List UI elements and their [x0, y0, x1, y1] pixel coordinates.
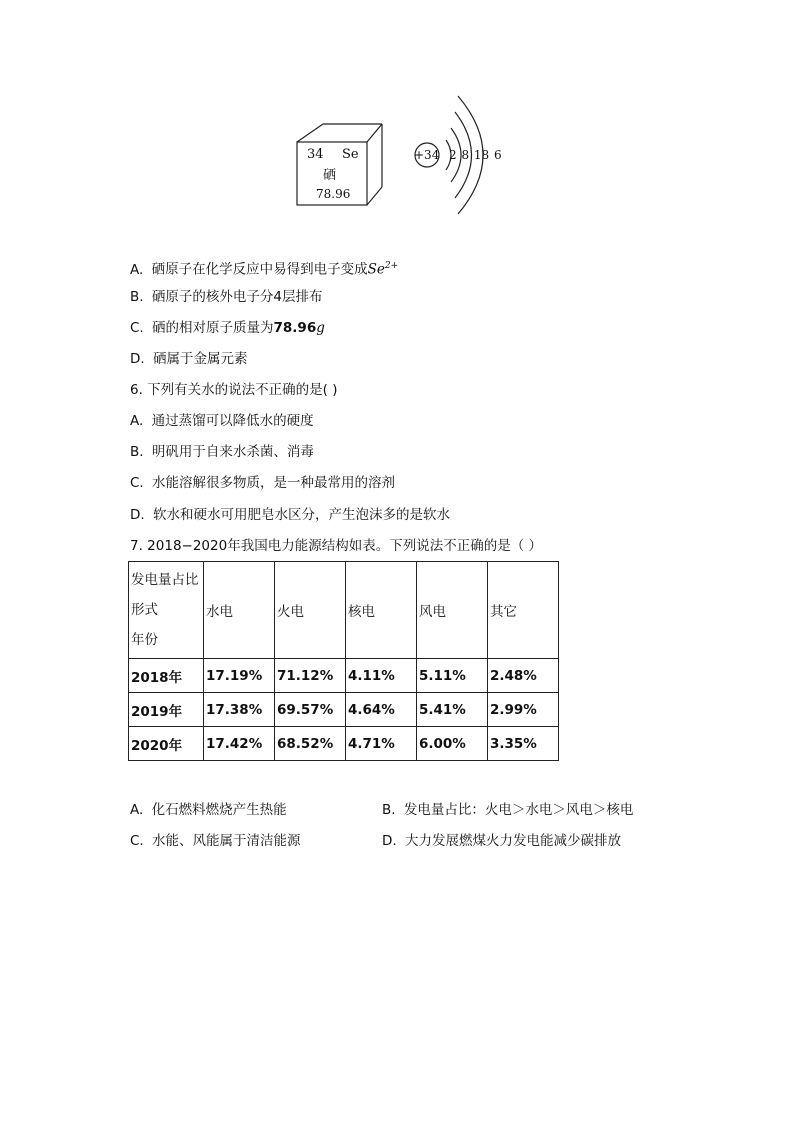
q5-option-d: D. 硒属于金属元素	[130, 351, 248, 367]
column-header: 火电	[275, 562, 346, 659]
table-cell: 5.41%	[417, 693, 488, 727]
q6-option-b: B. 明矾用于自来水杀菌、消毒	[130, 444, 314, 460]
table-cell: 5.11%	[417, 659, 488, 693]
table-cell: 68.52%	[275, 727, 346, 761]
row-year: 2018年	[129, 659, 204, 693]
q7-stem: 7. 2018−2020年我国电力能源结构如表。下列说法不正确的是（ ）	[130, 538, 542, 554]
table-cell: 17.19%	[204, 659, 275, 693]
table-corner-cell: 发电量占比 形式 年份	[129, 562, 204, 659]
table-cell: 3.35%	[488, 727, 559, 761]
power-structure-table	[128, 561, 559, 761]
selenium-figure	[290, 92, 510, 222]
electron-shells: 2 8 18 6	[449, 148, 502, 162]
q7-option-b: B. 发电量占比：火电＞水电＞风电＞核电	[382, 802, 634, 818]
table-cell: 6.00%	[417, 727, 488, 761]
table-cell: 4.71%	[346, 727, 417, 761]
row-year: 2020年	[129, 727, 204, 761]
element-name: 硒	[323, 168, 337, 183]
table-cell: 71.12%	[275, 659, 346, 693]
table-cell: 4.11%	[346, 659, 417, 693]
q7-option-c: C. 水能、风能属于清洁能源	[130, 833, 301, 849]
q7-option-a: A. 化石燃料燃烧产生热能	[130, 802, 287, 818]
q6-option-c: C. 水能溶解很多物质，是一种最常用的溶剂	[130, 475, 396, 491]
nucleus-charge: +34	[414, 148, 440, 162]
table-cell: 4.64%	[346, 693, 417, 727]
q6-option-d: D. 软水和硬水可用肥皂水区分，产生泡沫多的是软水	[130, 507, 450, 523]
table-cell: 2.48%	[488, 659, 559, 693]
table-cell: 69.57%	[275, 693, 346, 727]
atomic-number: 34	[307, 147, 324, 162]
table-cell: 2.99%	[488, 693, 559, 727]
column-header: 水电	[204, 562, 275, 659]
q5-option-a: A. 硒原子在化学反应中易得到电子变成$Se^{2+}$	[130, 261, 399, 278]
column-header: 风电	[417, 562, 488, 659]
row-year: 2019年	[129, 693, 204, 727]
table-row	[129, 659, 559, 693]
q7-option-d: D. 大力发展燃煤火力发电能减少碳排放	[382, 833, 621, 849]
table-row	[129, 693, 559, 727]
column-header: 核电	[346, 562, 417, 659]
q6-option-a: A. 通过蒸馏可以降低水的硬度	[130, 413, 314, 429]
atomic-mass: 78.96	[316, 187, 351, 201]
q6-stem: 6. 下列有关水的说法不正确的是( )	[130, 382, 338, 398]
q5-option-c: C. 硒的相对原子质量为78.96g	[130, 320, 325, 336]
column-header: 其它	[488, 562, 559, 659]
table-header-row	[129, 562, 559, 659]
table-cell: 17.38%	[204, 693, 275, 727]
table-row	[129, 727, 559, 761]
table-cell: 17.42%	[204, 727, 275, 761]
q5-option-b: B. 硒原子的核外电子分4层排布	[130, 289, 323, 305]
element-symbol: Se	[342, 147, 359, 162]
